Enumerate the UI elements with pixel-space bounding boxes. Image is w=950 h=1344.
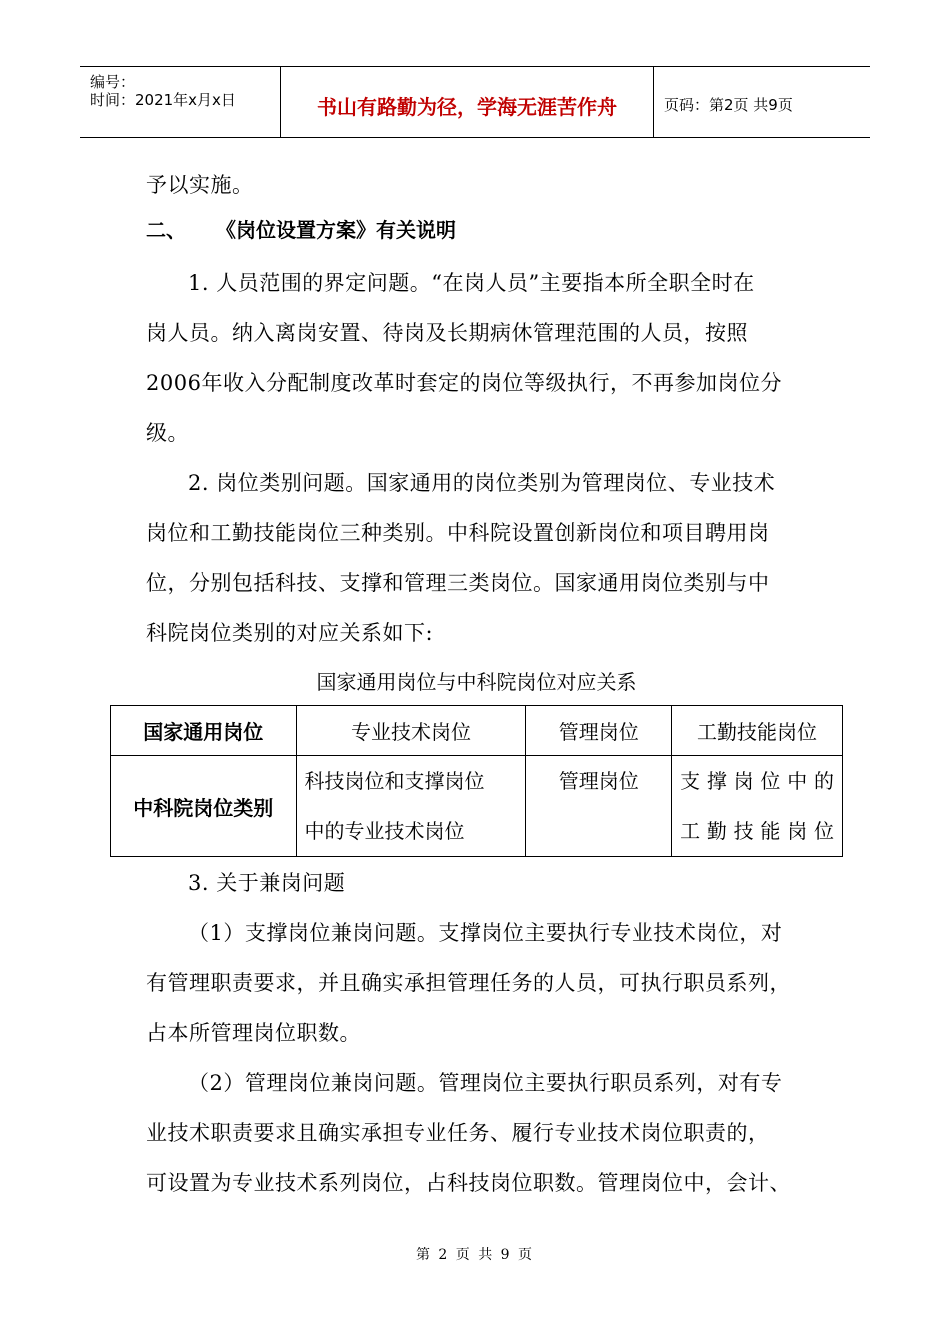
header-page-cell — [654, 67, 870, 137]
table-cell: 管理岗位 — [526, 706, 672, 756]
paragraph-5 — [146, 1058, 826, 1208]
text-line: 级。 — [146, 421, 189, 445]
header-meta — [80, 67, 281, 137]
heading-text: 《岗位设置方案》有关说明 — [216, 218, 456, 242]
table-cell: 管理岗位 — [526, 756, 672, 857]
motto: 书山有路勤为径，学海无涯苦作舟 — [317, 95, 617, 119]
page-header — [80, 66, 870, 138]
table-row-header: 中科院岗位类别 — [111, 756, 297, 857]
date-label: 时间：2021年x月x日 — [90, 91, 236, 109]
cell-line: 科技岗位和支撑岗位 — [304, 769, 485, 793]
text-line: （1）支撑岗位兼岗问题。支撑岗位主要执行专业技术岗位，对 — [188, 921, 783, 945]
table-cell — [296, 756, 526, 857]
paragraph-4 — [146, 908, 826, 1058]
text-line: 有管理职责要求，并且确实承担管理任务的人员，可执行职员系列， — [146, 971, 791, 995]
table-cell: 专业技术岗位 — [296, 706, 526, 756]
text-line: （2）管理岗位兼岗问题。管理岗位主要执行职员系列，对有专 — [188, 1071, 783, 1095]
page-code: 页码：第2页 共9页 — [664, 96, 793, 114]
text-line: 岗人员。纳入离岗安置、待岗及长期病休管理范围的人员，按照 — [146, 321, 748, 345]
table-row — [111, 706, 843, 756]
cell-line: 支撑岗位中的 — [680, 769, 834, 793]
paragraph-0 — [146, 160, 826, 210]
text-line: 1. 人员范围的界定问题。“在岗人员”主要指本所全职全时在 — [188, 271, 755, 295]
page-footer: 第 2 页 共 9 页 — [415, 1247, 535, 1263]
text-line: 2006年收入分配制度改革时套定的岗位等级执行，不再参加岗位分 — [146, 371, 782, 395]
table-row-header: 国家通用岗位 — [111, 706, 297, 756]
table-cell: 工勤技能岗位 — [672, 706, 843, 756]
heading-number: 二、 — [146, 218, 186, 242]
text-line: 业技术职责要求且确实承担专业任务、履行专业技术岗位职责的， — [146, 1121, 770, 1145]
cell-line: 工勤技能岗位 — [680, 819, 834, 843]
table-row — [111, 756, 843, 857]
paragraph-3 — [146, 858, 826, 908]
cell-line: 中的专业技术岗位 — [304, 819, 465, 843]
text-line: 2. 岗位类别问题。国家通用的岗位类别为管理岗位、专业技术 — [188, 471, 776, 495]
text-line: 3. 关于兼岗问题 — [188, 871, 346, 895]
text-line: 岗位和工勤技能岗位三种类别。中科院设置创新岗位和项目聘用岗 — [146, 521, 770, 545]
text-line: 予以实施。 — [146, 173, 254, 197]
table-cell — [672, 756, 843, 857]
post-correspondence-table — [110, 705, 843, 857]
text-line: 位，分别包括科技、支撑和管理三类岗位。国家通用岗位类别与中 — [146, 571, 770, 595]
text-line: 占本所管理岗位职数。 — [146, 1021, 361, 1045]
table-caption: 国家通用岗位与中科院岗位对应关系 — [316, 670, 637, 694]
text-line: 科院岗位类别的对应关系如下: — [146, 621, 434, 645]
paragraph-2 — [146, 458, 826, 658]
section-heading — [146, 214, 456, 243]
number-label: 编号： — [90, 73, 136, 91]
text-line: 可设置为专业技术系列岗位，占科技岗位职数。管理岗位中，会计、 — [146, 1171, 791, 1195]
header-motto-cell — [281, 67, 654, 137]
paragraph-1 — [146, 258, 826, 458]
